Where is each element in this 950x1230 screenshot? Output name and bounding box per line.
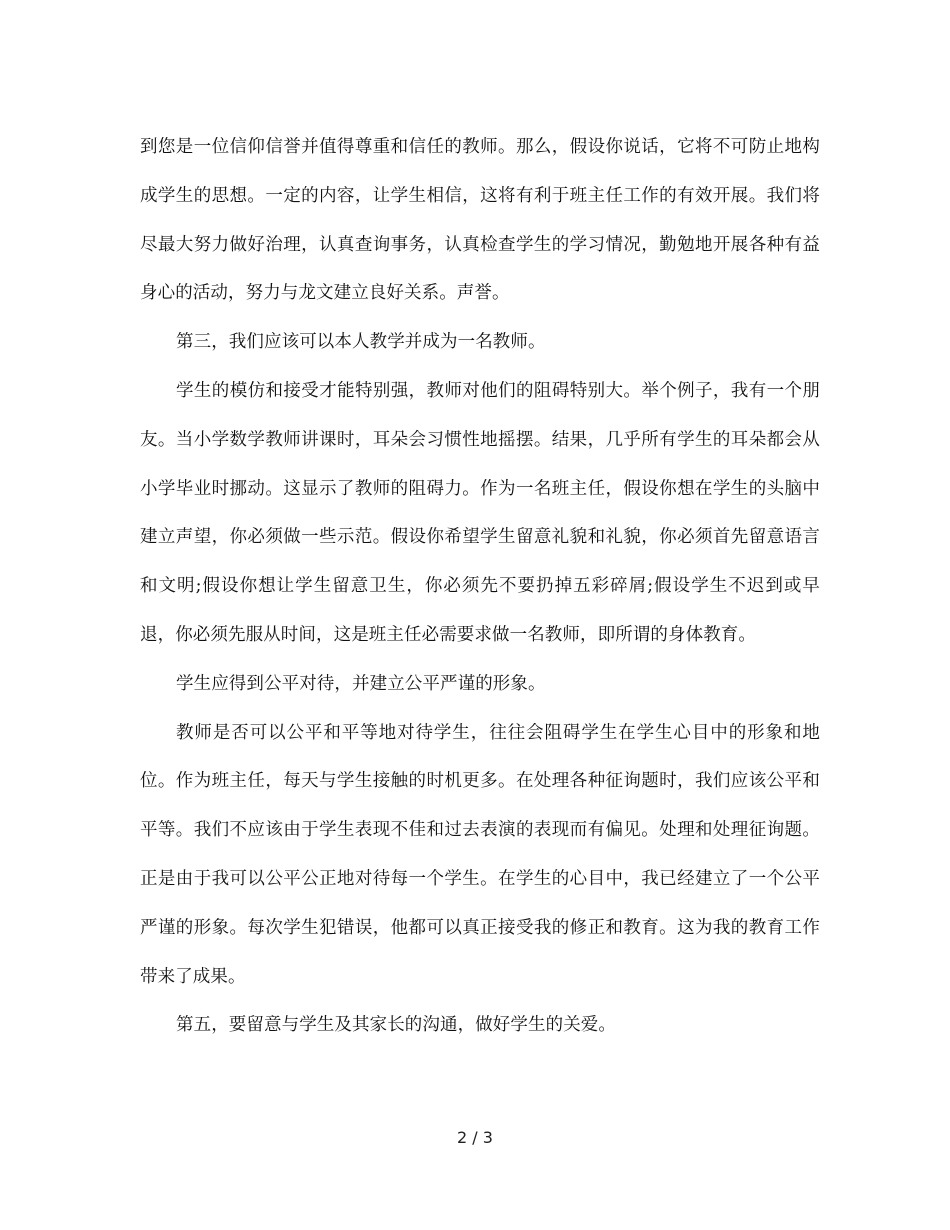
paragraph-3: 学生的模仿和接受才能特别强，教师对他们的阻碍特别大。举个例子，我有一个朋友。当小学数学教师讲课时，耳朵会习惯性地摇摆。结果，几乎所有学生的耳朵都会从小学毕业时挪动。这显示了教师的阻碍力。作为一名班主任，假设你想在学生的头脑中建立声望，你必须做一些示范。假设你希望学生留意礼貌和礼貌，你必须首先留意语言和文明;假设你想让学生留意卫生，你必须先不要扔掉五彩碎屑;假设学生不迟到或早退，你必须先服从时间，这是班主任必需要求做一名教师，即所谓的身体教育。 — [140, 380, 820, 645]
document-body — [140, 123, 820, 1050]
paragraph-6: 第五，要留意与学生及其家长的沟通，做好学生的关爱。 — [176, 1015, 616, 1036]
page-number: 2 / 3 — [457, 1128, 493, 1147]
paragraph-2: 第三，我们应该可以本人教学并成为一名教师。 — [176, 332, 546, 353]
paragraph-5: 教师是否可以公平和平等地对待学生，往往会阻碍学生在学生心目中的形象和地位。作为班主任，每天与学生接触的时机更多。在处理各种征询题时，我们应该公平和平等。我们不应该由于学生表现不佳和过去表演的表现而有偏见。处理和处理征询题。正是由于我可以公平公正地对待每一个学生。在学生的心目中，我已经建立了一个公平严谨的形象。每次学生犯错误，他都可以真正接受我的修正和教育。这为我的教育工作带来了成果。 — [140, 722, 820, 987]
paragraph-1: 到您是一位信仰信誉并值得尊重和信任的教师。那么，假设你说话，它将不可防止地构成学生的思想。一定的内容，让学生相信，这将有利于班主任工作的有效开展。我们将尽最大努力做好治理，认真查询事务，认真检查学生的学习情况，勤勉地开展各种有益身心的活动，努力与龙文建立良好关系。声誉。 — [140, 137, 820, 304]
paragraph-4: 学生应得到公平对待，并建立公平严谨的形象。 — [176, 673, 546, 694]
